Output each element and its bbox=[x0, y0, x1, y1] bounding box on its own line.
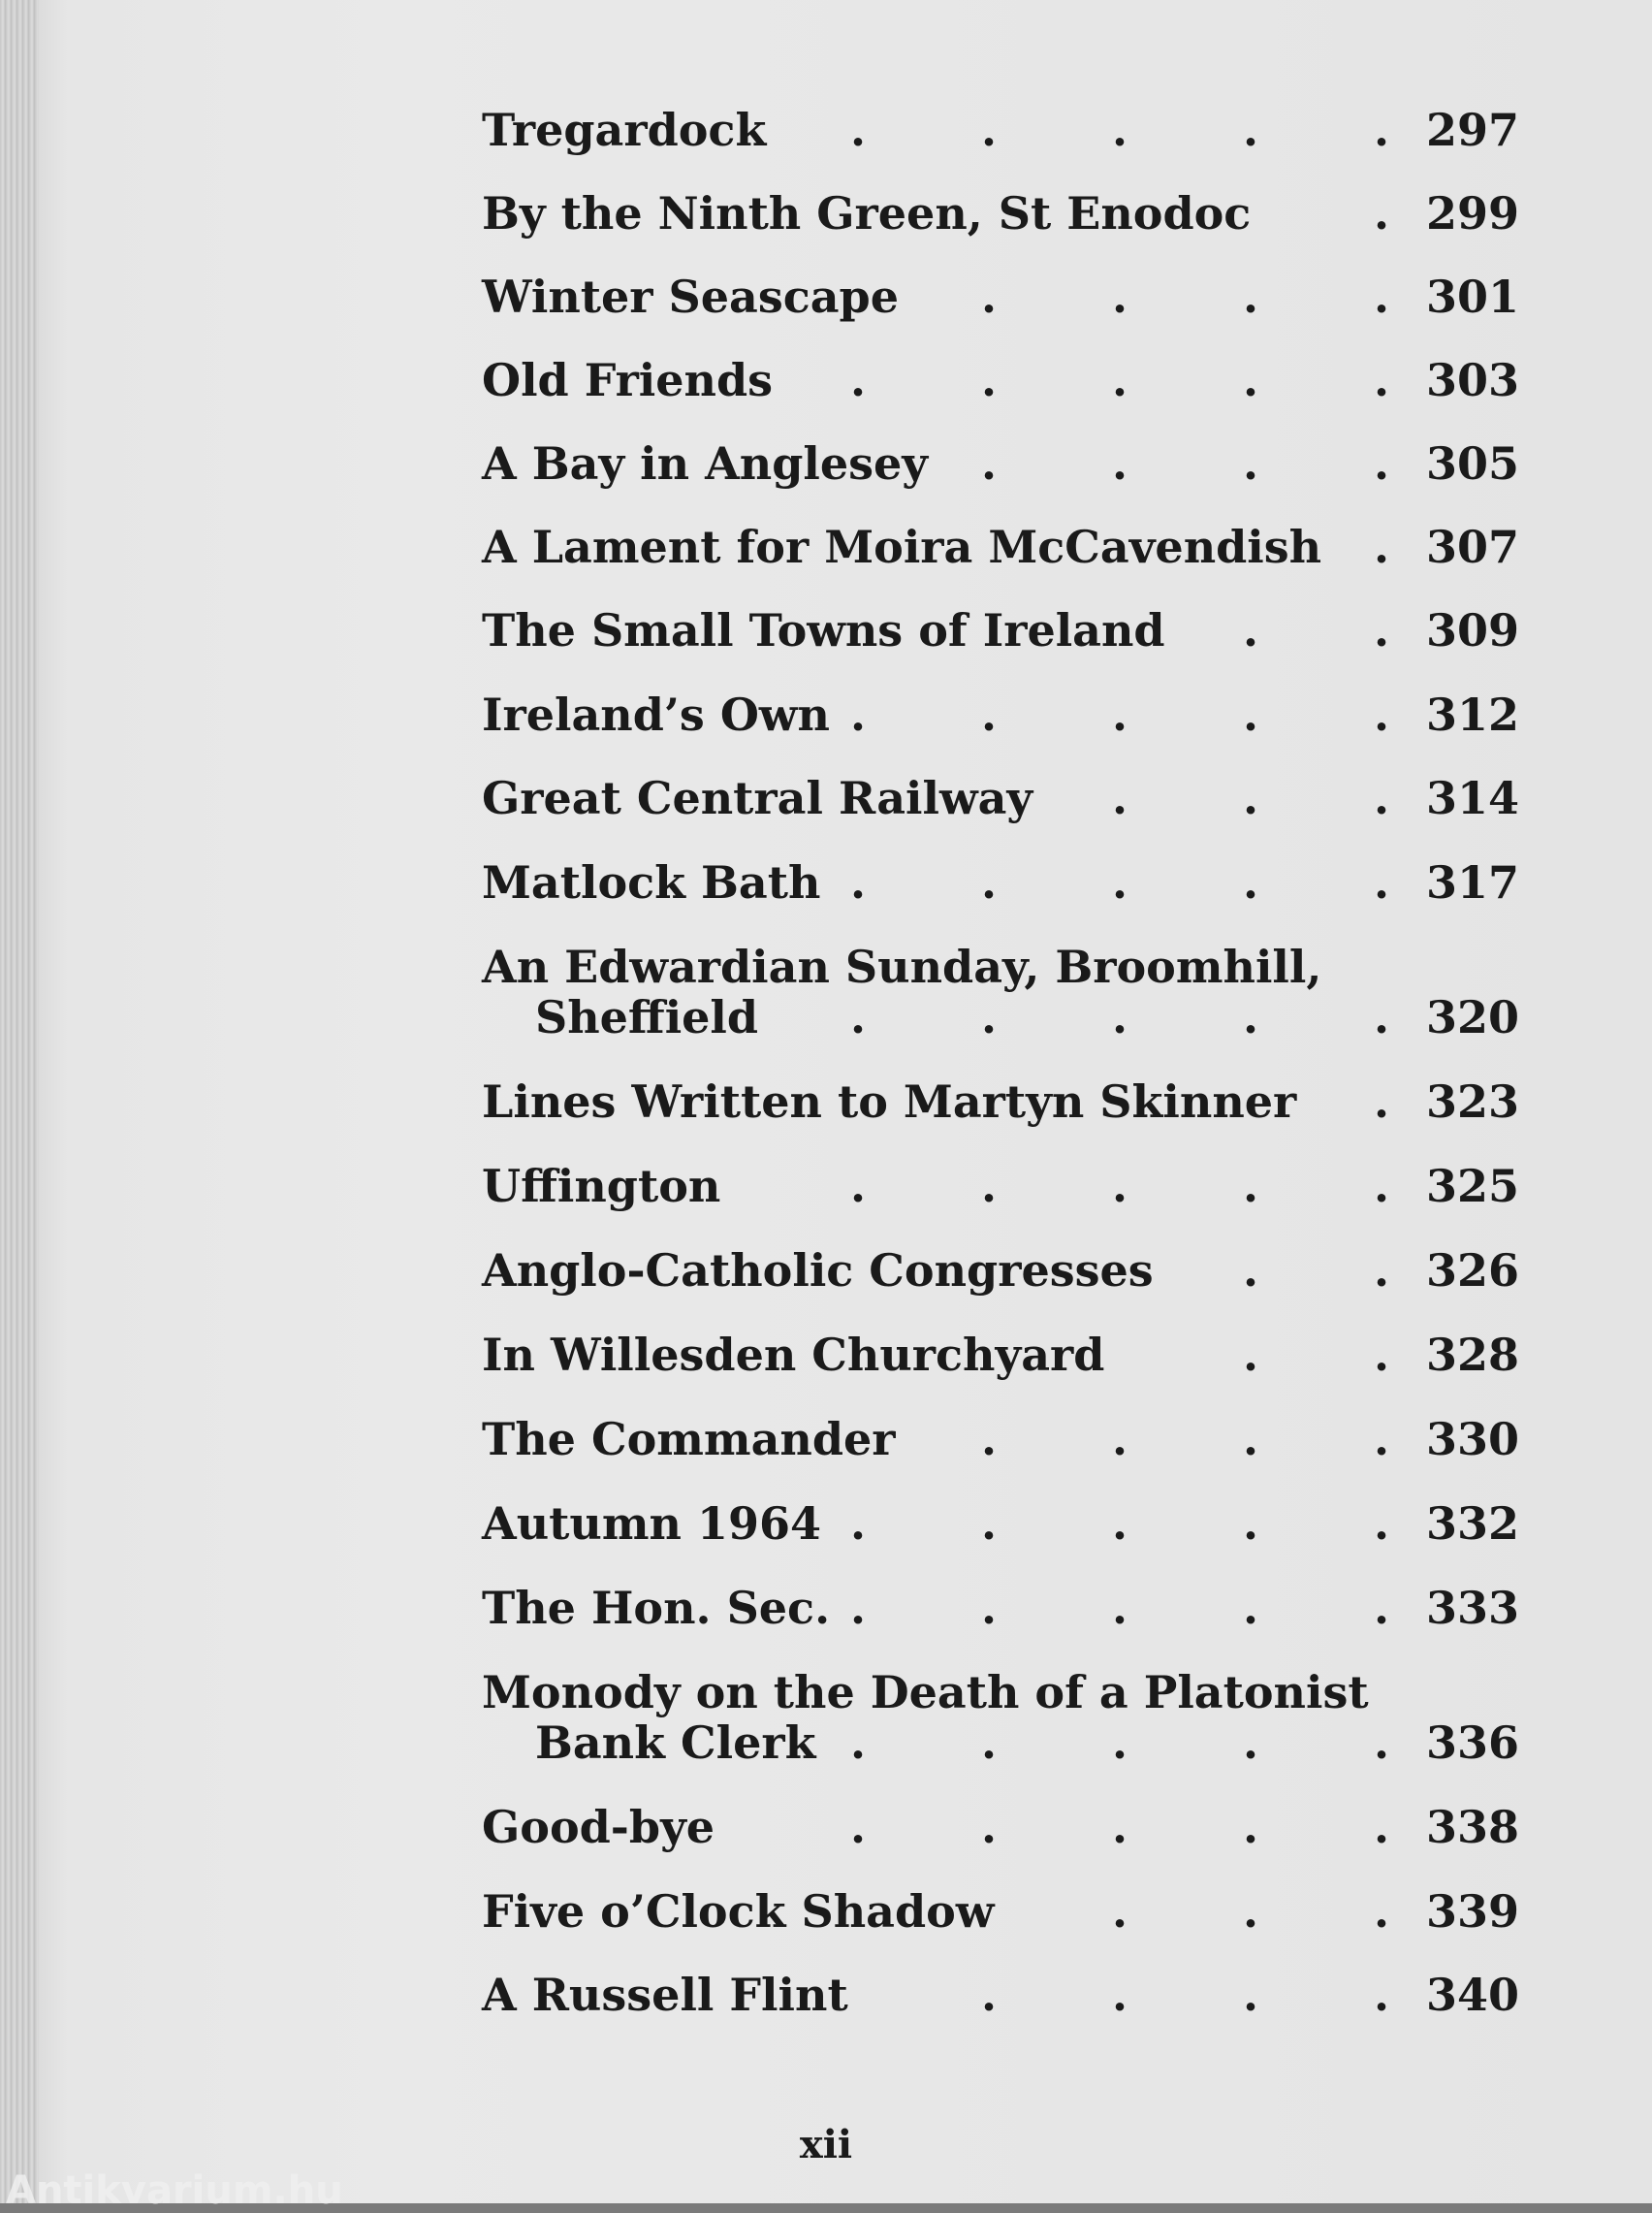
leader-dot: . bbox=[1374, 354, 1390, 406]
leader-dot: . bbox=[981, 856, 998, 909]
entry-title: A Bay in Anglesey bbox=[482, 437, 928, 490]
leader-dot: . bbox=[1374, 1969, 1390, 2021]
leader-dot: . bbox=[1243, 1160, 1259, 1212]
leader-dot: . bbox=[1112, 1885, 1128, 1938]
entry-page-number: 323 bbox=[1425, 1075, 1519, 1128]
leader-dot: . bbox=[1243, 604, 1259, 657]
entry-title: A Lament for Moira McCavendish bbox=[482, 521, 1322, 573]
entry-title: Autumn 1964 bbox=[482, 1497, 821, 1550]
entry-title: Winter Seascape bbox=[482, 271, 899, 323]
leader-dot: . bbox=[850, 1497, 867, 1550]
leader-dot: . bbox=[1243, 1582, 1259, 1634]
leader-dot: . bbox=[1374, 1801, 1390, 1853]
leader-dot: . bbox=[850, 104, 867, 156]
leader-dot: . bbox=[1243, 354, 1259, 406]
leader-dot: . bbox=[1112, 772, 1128, 824]
toc-entry bbox=[482, 773, 1519, 823]
leader-dot: . bbox=[1243, 1969, 1259, 2021]
leader-dot: . bbox=[981, 1801, 998, 1853]
toc-entry bbox=[482, 942, 1519, 1042]
leader-dot: . bbox=[1243, 689, 1259, 741]
toc-entry bbox=[482, 1583, 1519, 1633]
toc-entry bbox=[482, 1330, 1519, 1380]
leader-dot: . bbox=[850, 1160, 867, 1212]
leader-dot: . bbox=[1243, 1716, 1259, 1769]
entry-page-number: 330 bbox=[1425, 1413, 1519, 1465]
toc-entry bbox=[482, 1414, 1519, 1464]
leader-dot: . bbox=[1243, 1244, 1259, 1297]
leader-dot: . bbox=[981, 1969, 998, 2021]
leader-dot: . bbox=[1374, 1582, 1390, 1634]
entry-title: Tregardock bbox=[482, 104, 767, 156]
entry-title-continuation: Sheffield bbox=[535, 991, 759, 1043]
entry-page-number: 299 bbox=[1425, 187, 1519, 240]
leader-dot: . bbox=[1243, 271, 1259, 323]
entry-title: Anglo-Catholic Congresses bbox=[482, 1244, 1154, 1297]
leader-dot: . bbox=[1112, 1497, 1128, 1550]
watermark: Antikvarium.hu bbox=[6, 2168, 343, 2213]
entry-title: Uffington bbox=[482, 1160, 721, 1212]
leader-dot: . bbox=[850, 1801, 867, 1853]
entry-title: Good-bye bbox=[482, 1801, 715, 1853]
leader-dot: . bbox=[981, 104, 998, 156]
leader-dot: . bbox=[1374, 1497, 1390, 1550]
leader-dot: . bbox=[1112, 856, 1128, 909]
leader-dot: . bbox=[1374, 604, 1390, 657]
leader-dot: . bbox=[1112, 104, 1128, 156]
page-folio: xii bbox=[799, 2122, 853, 2167]
leader-dot: . bbox=[1243, 1801, 1259, 1853]
toc-entry bbox=[482, 1667, 1519, 1768]
leader-dot: . bbox=[1374, 521, 1390, 573]
leader-dot: . bbox=[1243, 437, 1259, 490]
leader-dot: . bbox=[1243, 1497, 1259, 1550]
toc-entry bbox=[482, 1802, 1519, 1852]
entry-page-number: 333 bbox=[1425, 1582, 1519, 1634]
toc-entry bbox=[482, 1498, 1519, 1549]
entry-title: Old Friends bbox=[482, 354, 774, 406]
toc-entry bbox=[482, 355, 1519, 405]
toc-entry bbox=[482, 1076, 1519, 1127]
leader-dot: . bbox=[1243, 1885, 1259, 1938]
leader-dot: . bbox=[1112, 1716, 1128, 1769]
leader-dot: . bbox=[981, 991, 998, 1043]
entry-page-number: 314 bbox=[1425, 772, 1519, 824]
entry-title: By the Ninth Green, St Enodoc bbox=[482, 187, 1252, 240]
toc-entry bbox=[482, 1245, 1519, 1296]
toc-entry bbox=[482, 438, 1519, 489]
entry-page-number: 301 bbox=[1425, 271, 1519, 323]
leader-dot: . bbox=[1374, 187, 1390, 240]
entry-title: Five o’Clock Shadow bbox=[482, 1885, 995, 1938]
entry-title: Monody on the Death of a Platonist bbox=[482, 1666, 1369, 1718]
toc-entry bbox=[482, 1161, 1519, 1211]
leader-dot: . bbox=[850, 1716, 867, 1769]
leader-dot: . bbox=[1112, 1801, 1128, 1853]
entry-page-number: 320 bbox=[1425, 991, 1519, 1043]
leader-dot: . bbox=[1112, 1413, 1128, 1465]
leader-dot: . bbox=[1112, 1160, 1128, 1212]
leader-dot: . bbox=[850, 354, 867, 406]
entry-title: A Russell Flint bbox=[482, 1969, 848, 2021]
entry-page-number: 305 bbox=[1425, 437, 1519, 490]
leader-dot: . bbox=[1243, 772, 1259, 824]
entry-title: The Small Towns of Ireland bbox=[482, 604, 1165, 657]
leader-dot: . bbox=[1374, 437, 1390, 490]
entry-page-number: 326 bbox=[1425, 1244, 1519, 1297]
toc-entry bbox=[482, 1886, 1519, 1937]
entry-title: The Hon. Sec. bbox=[482, 1582, 831, 1634]
leader-dot: . bbox=[1374, 1160, 1390, 1212]
entry-title: Lines Written to Martyn Skinner bbox=[482, 1075, 1297, 1128]
leader-dot: . bbox=[981, 1716, 998, 1769]
entry-page-number: 317 bbox=[1425, 856, 1519, 909]
leader-dot: . bbox=[850, 689, 867, 741]
leader-dot: . bbox=[1243, 104, 1259, 156]
leader-dot: . bbox=[1374, 1413, 1390, 1465]
entry-title: The Commander bbox=[482, 1413, 896, 1465]
entry-title-continuation: Bank Clerk bbox=[535, 1716, 816, 1769]
leader-dot: . bbox=[1243, 1413, 1259, 1465]
leader-dot: . bbox=[1243, 1329, 1259, 1381]
leader-dot: . bbox=[1374, 1329, 1390, 1381]
toc-entry bbox=[482, 690, 1519, 740]
leader-dot: . bbox=[981, 1582, 998, 1634]
leader-dot: . bbox=[1374, 1244, 1390, 1297]
leader-dot: . bbox=[1374, 856, 1390, 909]
leader-dot: . bbox=[1243, 991, 1259, 1043]
leader-dot: . bbox=[1374, 1885, 1390, 1938]
entry-page-number: 332 bbox=[1425, 1497, 1519, 1550]
leader-dot: . bbox=[1374, 271, 1390, 323]
leader-dot: . bbox=[1112, 354, 1128, 406]
leader-dot: . bbox=[1374, 772, 1390, 824]
entry-title: An Edwardian Sunday, Broomhill, bbox=[482, 941, 1322, 993]
entry-title: In Willesden Churchyard bbox=[482, 1329, 1105, 1381]
leader-dot: . bbox=[1112, 1969, 1128, 2021]
leader-dot: . bbox=[1374, 1716, 1390, 1769]
toc-entry bbox=[482, 188, 1519, 239]
entry-page-number: 309 bbox=[1425, 604, 1519, 657]
entry-page-number: 339 bbox=[1425, 1885, 1519, 1938]
entry-title: Great Central Railway bbox=[482, 772, 1033, 824]
leader-dot: . bbox=[1112, 437, 1128, 490]
entry-page-number: 328 bbox=[1425, 1329, 1519, 1381]
entry-page-number: 303 bbox=[1425, 354, 1519, 406]
toc-entry bbox=[482, 857, 1519, 908]
entry-page-number: 338 bbox=[1425, 1801, 1519, 1853]
leader-dot: . bbox=[850, 991, 867, 1043]
leader-dot: . bbox=[850, 856, 867, 909]
entry-title: Ireland’s Own bbox=[482, 689, 830, 741]
leader-dot: . bbox=[1112, 991, 1128, 1043]
leader-dot: . bbox=[1112, 271, 1128, 323]
leader-dot: . bbox=[981, 354, 998, 406]
entry-page-number: 325 bbox=[1425, 1160, 1519, 1212]
leader-dot: . bbox=[1374, 1075, 1390, 1128]
toc-entry bbox=[482, 1970, 1519, 2020]
entry-title: Matlock Bath bbox=[482, 856, 821, 909]
leader-dot: . bbox=[1374, 689, 1390, 741]
leader-dot: . bbox=[981, 1413, 998, 1465]
toc-entry bbox=[482, 522, 1519, 572]
toc-entry bbox=[482, 605, 1519, 656]
leader-dot: . bbox=[1112, 1582, 1128, 1634]
leader-dot: . bbox=[1374, 991, 1390, 1043]
leader-dot: . bbox=[981, 689, 998, 741]
entry-page-number: 297 bbox=[1425, 104, 1519, 156]
leader-dot: . bbox=[1374, 104, 1390, 156]
leader-dot: . bbox=[1112, 689, 1128, 741]
leader-dot: . bbox=[850, 1582, 867, 1634]
toc-entry bbox=[482, 105, 1519, 155]
leader-dot: . bbox=[981, 1497, 998, 1550]
leader-dot: . bbox=[1243, 856, 1259, 909]
leader-dot: . bbox=[981, 271, 998, 323]
entry-page-number: 340 bbox=[1425, 1969, 1519, 2021]
toc-entry bbox=[482, 272, 1519, 322]
leader-dot: . bbox=[981, 1160, 998, 1212]
leader-dot: . bbox=[981, 437, 998, 490]
entry-page-number: 336 bbox=[1425, 1716, 1519, 1769]
entry-page-number: 312 bbox=[1425, 689, 1519, 741]
entry-page-number: 307 bbox=[1425, 521, 1519, 573]
